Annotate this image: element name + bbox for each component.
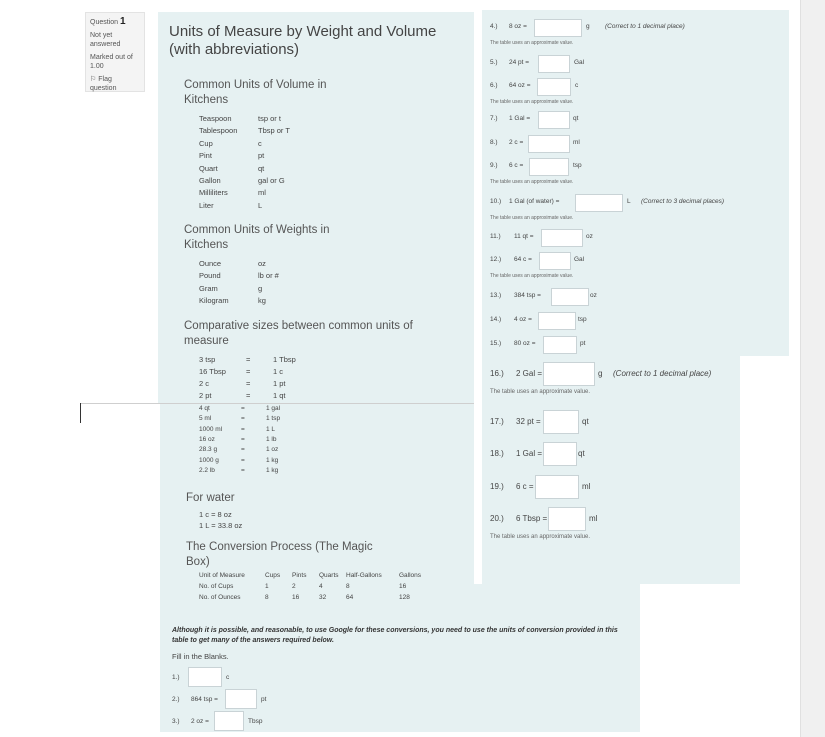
weight-abbrev: g: [258, 283, 263, 293]
question-prompt: 1 Gal =: [516, 449, 543, 458]
question-prompt: 32 pt =: [516, 417, 541, 426]
volume-abbrev: gal or G: [258, 176, 285, 185]
unit-label: c: [575, 82, 579, 89]
scrollbar[interactable]: [800, 0, 825, 737]
magic-cell: 8: [265, 594, 269, 601]
question-prompt: 2 c =: [509, 139, 524, 146]
water-line: 1 L = 33.8 oz: [199, 521, 243, 530]
question-number: 14.): [490, 316, 502, 323]
answer-input[interactable]: [575, 194, 623, 212]
question-prompt: 2 oz =: [191, 718, 209, 725]
answer-input[interactable]: [543, 442, 577, 466]
unit-label: qt: [578, 449, 585, 458]
volume-abbrev: L: [258, 200, 263, 210]
question-info: [85, 12, 145, 92]
magic-cell: 2: [292, 583, 296, 590]
unit-label: tsp: [578, 316, 587, 323]
comp-eq: =: [241, 415, 245, 423]
weight-unit: Kilogram: [199, 295, 229, 305]
question-prompt: 8 oz =: [509, 23, 527, 30]
question-number: 10.): [490, 198, 502, 205]
question-prompt: 864 tsp =: [191, 696, 218, 703]
comp-eq: =: [241, 405, 245, 412]
unit-label: oz: [590, 292, 597, 299]
unit-label: Tbsp: [248, 718, 263, 725]
comp-eq: =: [241, 456, 245, 464]
volume-unit: Pint: [199, 151, 212, 161]
magic-header: Pints: [292, 572, 307, 579]
answer-input[interactable]: [539, 252, 571, 270]
volume-unit: Tablespoon: [199, 126, 238, 136]
volume-abbrev: pt: [258, 151, 265, 161]
question-number: 11.): [490, 233, 501, 240]
comp-eq: =: [246, 355, 251, 364]
comp-right: 1 lb: [266, 435, 277, 443]
magic-cell: 8: [346, 583, 350, 590]
question-number: 2.): [172, 696, 180, 703]
answer-input[interactable]: [214, 711, 244, 731]
question-prompt: 64 c =: [514, 256, 532, 263]
answer-input[interactable]: [188, 667, 222, 687]
weight-unit: Pound: [199, 271, 221, 281]
question-number: 16.): [490, 369, 504, 378]
magic-cell: 64: [346, 594, 354, 601]
magic-cell: 16: [292, 594, 300, 601]
volume-abbrev: tsp or t: [258, 114, 281, 123]
magic-header: Gallons: [399, 572, 422, 579]
question-number: 17.): [490, 417, 504, 426]
flag-question-link[interactable]: ⚐ Flag question: [90, 76, 117, 92]
answer-input[interactable]: [551, 288, 589, 306]
question-number: 15.): [490, 340, 502, 347]
unit-label: Gal: [574, 256, 585, 263]
answer-input[interactable]: [543, 410, 579, 434]
answer-input[interactable]: [528, 135, 570, 153]
question-number: 18.): [490, 449, 504, 458]
answer-input[interactable]: [548, 507, 586, 531]
weight-abbrev: kg: [258, 295, 266, 305]
magic-header: Cups: [265, 572, 281, 579]
answer-input[interactable]: [538, 312, 576, 330]
question-prompt: 80 oz =: [514, 340, 536, 347]
precision-note: (Correct to 1 decimal place): [613, 369, 712, 378]
volume-unit: Quart: [199, 163, 218, 173]
fill-in-label: Fill in the Blanks.: [172, 652, 229, 661]
question-number: 9.): [490, 162, 498, 169]
question-number: 5.): [490, 59, 498, 66]
comp-right: 1 c: [273, 367, 284, 376]
comp-eq: =: [241, 435, 245, 443]
answer-input[interactable]: [543, 336, 577, 354]
magic-header: Quarts: [319, 572, 339, 579]
comp-right: 1 pt: [273, 379, 286, 388]
questions-panel-bottom: [160, 584, 640, 732]
question-prompt: 6 c =: [516, 482, 534, 491]
volume-unit: Milliliters: [199, 188, 228, 198]
answer-input[interactable]: [535, 475, 579, 499]
comp-left: 16 oz: [199, 435, 215, 443]
comp-right: 1 kg: [266, 456, 279, 464]
unit-label: qt: [582, 417, 589, 426]
question-number: 6.): [490, 82, 498, 89]
unit-label: ml: [589, 514, 598, 523]
page-title: Units of Measure by Weight and Volume (with abbreviations): [169, 23, 437, 58]
magic-cell: 1: [265, 583, 269, 590]
unit-label: g: [598, 369, 603, 378]
comp-left: 2 c: [199, 379, 210, 388]
question-prompt: 11 qt =: [514, 233, 534, 240]
question-number: 13.): [490, 292, 502, 299]
question-number: Question 1: [90, 16, 126, 27]
magic-cell: No. of Ounces: [199, 594, 241, 601]
unit-label: pt: [261, 696, 267, 703]
precision-note: (Correct to 3 decimal places): [641, 198, 725, 205]
answer-input[interactable]: [534, 19, 582, 37]
answer-input[interactable]: [529, 158, 569, 176]
unit-label: ml: [582, 482, 591, 491]
question-number: 3.): [172, 718, 180, 725]
unit-label: oz: [586, 233, 593, 240]
water-heading: For water: [186, 492, 235, 504]
unit-label: tsp: [573, 162, 582, 169]
question-prompt: 6 c =: [509, 162, 524, 169]
volume-unit: Liter: [199, 200, 214, 210]
magic-cell: 4: [319, 583, 323, 590]
question-prompt: 24 pt =: [509, 59, 530, 66]
comp-eq: =: [241, 425, 245, 433]
question-number: 1.): [172, 674, 180, 681]
magic-header: Unit of Measure: [199, 572, 245, 579]
comp-left: 1000 ml: [199, 425, 223, 433]
answer-input[interactable]: [541, 229, 583, 247]
question-number: 7.): [490, 115, 498, 122]
comp-right: 1 L: [266, 425, 276, 433]
flag-icon: ⚐: [90, 76, 97, 83]
question-number: 12.): [490, 256, 502, 263]
comp-right: 1 tsp: [266, 415, 281, 423]
unit-label: qt: [573, 115, 579, 122]
approx-note: The table uses an approximate value.: [490, 273, 574, 279]
unit-label: pt: [580, 340, 586, 347]
approx-note: The table uses an approximate value.: [490, 534, 591, 540]
unit-label: L: [627, 198, 631, 205]
comp-eq: =: [246, 391, 251, 400]
answer-input[interactable]: [537, 78, 571, 96]
weight-unit: Ounce: [199, 259, 222, 268]
answer-input[interactable]: [543, 362, 595, 386]
instructions-bold: Although it is possible, and reasonable, to use Google for these conversions, you need to use the units of conversion provided in this table to get many of the answers required below.: [172, 627, 618, 644]
comp-eq: =: [241, 446, 245, 454]
magic-cell: No. of Cups: [199, 583, 234, 590]
comp-left: 4 qt: [199, 405, 210, 412]
question-number: 8.): [490, 139, 498, 146]
unit-label: g: [586, 23, 590, 30]
comp-right: 1 qt: [273, 391, 286, 400]
comparative-heading: Comparative sizes between common units of measure: [184, 320, 413, 347]
comp-eq: =: [246, 379, 251, 388]
volume-unit: Gallon: [199, 176, 221, 185]
comp-eq: =: [246, 367, 251, 376]
water-line: 1 c = 8 oz: [199, 510, 232, 519]
volume-heading: Common Units of Volume in Kitchens: [184, 79, 327, 106]
question-prompt: 4 oz =: [514, 316, 532, 323]
magic-box-heading: The Conversion Process (The Magic Box): [186, 541, 373, 568]
magic-cell: 16: [399, 583, 407, 590]
question-prompt: 1 Gal =: [509, 115, 531, 122]
question-prompt: 64 oz =: [509, 82, 531, 89]
approx-note: The table uses an approximate value.: [490, 179, 574, 185]
question-number: 19.): [490, 482, 504, 491]
comp-right: 1 gal: [266, 405, 281, 412]
question-number: 4.): [490, 23, 498, 30]
magic-cell: 32: [319, 594, 327, 601]
volume-abbrev: c: [258, 138, 262, 148]
volume-abbrev: ml: [258, 188, 266, 198]
unit-label: Gal: [574, 59, 585, 66]
volume-unit: Cup: [199, 138, 213, 148]
text-cursor: [80, 403, 81, 423]
weights-heading: Common Units of Weights in Kitchens: [184, 224, 330, 251]
comp-left: 2.2 lb: [199, 466, 215, 474]
approx-note: The table uses an approximate value.: [490, 389, 591, 395]
comp-left: 28.3 g: [199, 446, 218, 454]
question-prompt: 6 Tbsp =: [516, 514, 548, 523]
magic-header: Half-Gallons: [346, 572, 382, 579]
comp-right: 1 oz: [266, 446, 279, 454]
volume-abbrev: Tbsp or T: [258, 126, 290, 136]
comp-eq: =: [241, 466, 245, 474]
volume-unit: Teaspoon: [199, 114, 232, 123]
comp-left: 5 ml: [199, 415, 212, 423]
magic-cell: 128: [399, 594, 410, 601]
question-prompt: 384 tsp =: [514, 292, 541, 299]
answer-input[interactable]: [538, 111, 570, 129]
question-prompt: 1 Gal (of water) =: [509, 198, 560, 205]
comp-left: 1000 g: [199, 456, 219, 464]
answer-input[interactable]: [225, 689, 257, 709]
divider: [80, 403, 474, 404]
weight-unit: Gram: [199, 283, 218, 293]
approx-note: The table uses an approximate value.: [490, 99, 574, 105]
approx-note: The table uses an approximate value.: [490, 40, 574, 46]
weight-abbrev: lb or #: [258, 271, 279, 281]
comp-left: 2 pt: [199, 391, 212, 400]
question-prompt: 2 Gal =: [516, 369, 543, 378]
comp-left: 3 tsp: [199, 355, 216, 364]
question-marks: Marked out of 1.00: [90, 54, 133, 70]
unit-label: ml: [573, 139, 580, 146]
volume-abbrev: qt: [258, 163, 265, 173]
unit-label: c: [226, 674, 230, 681]
approx-note: The table uses an approximate value.: [490, 215, 574, 221]
question-status: Not yet answered: [90, 32, 121, 48]
comp-left: 16 Tbsp: [199, 367, 226, 376]
weight-abbrev: oz: [258, 259, 266, 268]
answer-input[interactable]: [538, 55, 570, 73]
question-number: 20.): [490, 514, 504, 523]
comp-right: 1 kg: [266, 466, 279, 474]
comp-right: 1 Tbsp: [273, 355, 296, 364]
precision-note: (Correct to 1 decimal place): [605, 23, 685, 30]
